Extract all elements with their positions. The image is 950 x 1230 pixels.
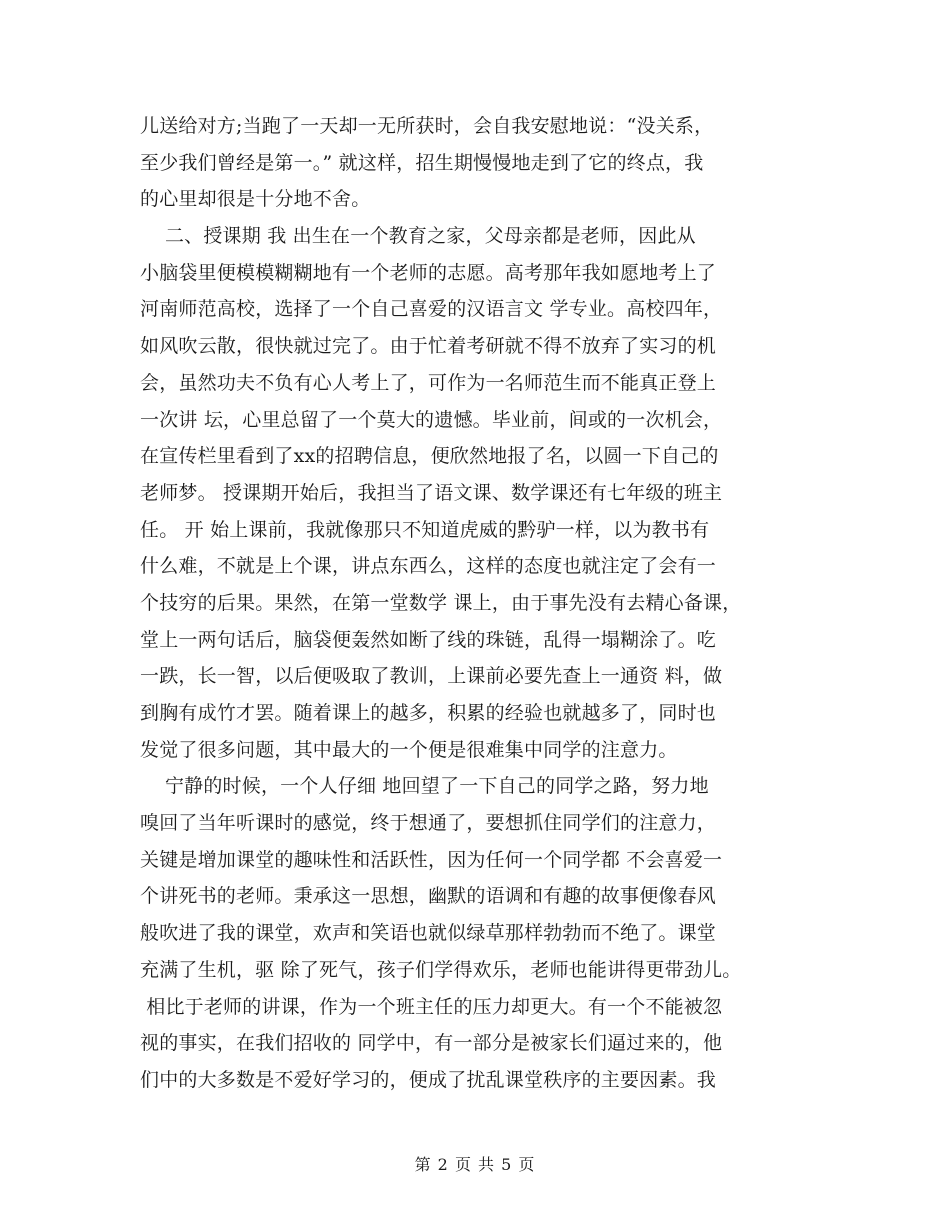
text-line: 嗅回了当年听课时的感觉，终于想通了，要想抓住同学们的注意力， (140, 812, 717, 835)
text-line: 关键是增加课堂的趣味性和活跃性，因为任何一个同学都 不会喜爱一 (140, 848, 723, 871)
text-line: 儿送给对方;当跑了一天却一无所获时，会自我安慰地说：“没关系， (140, 115, 714, 137)
text-line: 老师梦。 授课期开始后，我担当了语文课、数学课还有七年级的班主 (140, 481, 723, 504)
text-line: 个技穷的后果。果然，在第一堂数学 课上，由于事先没有去精心备课， (140, 591, 742, 614)
text-line: 在宣传栏里看到了xx的招聘信息，便欣然地报了名，以圆一下自己的 (140, 445, 719, 468)
text-line: 发觉了很多问题，其中最大的一个便是很难集中同学的注意力。 (140, 738, 678, 761)
text-line: 的心里却很是十分地不舍。 (140, 188, 371, 211)
text-line: 小脑袋里便模模糊糊地有一个老师的志愿。高考那年我如愿地考上了 (140, 261, 717, 284)
text-line: 如风吹云散，很快就过完了。由于忙着考研就不得不放弃了实习的机 (140, 335, 717, 358)
text-line: 至少我们曾经是第一。” 就这样，招生期慢慢地走到了它的终点，我 (140, 151, 704, 174)
text-line: 相比于老师的讲课，作为一个班主任的压力却更大。有一个不能被忽 (140, 995, 723, 1018)
text-line: 堂上一两句话后，脑袋便轰然如断了线的珠链，乱得一塌糊涂了。吃 (140, 628, 717, 651)
text-line: 个讲死书的老师。秉承这一思想，幽默的语调和有趣的故事便像春风 (140, 885, 717, 908)
text-line: 二、授课期 我 出生在一个教育之家，父母亲都是老师，因此从 (140, 225, 696, 248)
text-line: 河南师范高校，选择了一个自己喜爱的汉语言文 学专业。高校四年， (140, 298, 723, 321)
page-number-footer: 第 2 页 共 5 页 (414, 1155, 536, 1174)
text-line: 们中的大多数是不爱好学习的，便成了扰乱课堂秩序的主要因素。我 (140, 1068, 717, 1091)
text-line: 充满了生机，驱 除了死气，孩子们学得欢乐，老师也能讲得更带劲儿。 (140, 958, 742, 981)
text-line: 任。 开 始上课前，我就像那只不知道虎威的黔驴一样，以为教书有 (140, 518, 710, 541)
text-line: 什么难，不就是上个课，讲点东西么，这样的态度也就注定了会有一 (140, 555, 717, 578)
text-line: 般吹进了我的课堂，欢声和笑语也就似绿草那样勃勃而不绝了。课堂 (140, 922, 717, 945)
text-line: 到胸有成竹才罢。随着课上的越多，积累的经验也就越多了，同时也 (140, 702, 717, 724)
text-line: 一跌，长一智，以后便吸取了教训，上课前必要先查上一通资 料，做 (140, 665, 723, 688)
text-line: 宁静的时候，一个人仔细 地回望了一下自己的同学之路，努力地 (140, 775, 709, 798)
document-body (140, 108, 820, 1099)
text-line: 会，虽然功夫不负有心人考上了，可作为一名师范生而不能真正登上 (140, 371, 717, 394)
text-line: 视的事实，在我们招收的 同学中，有一部分是被家长们逼过来的，他 (140, 1032, 723, 1055)
text-line: 一次讲 坛，心里总留了一个莫大的遗憾。毕业前，间或的一次机会， (140, 408, 723, 431)
